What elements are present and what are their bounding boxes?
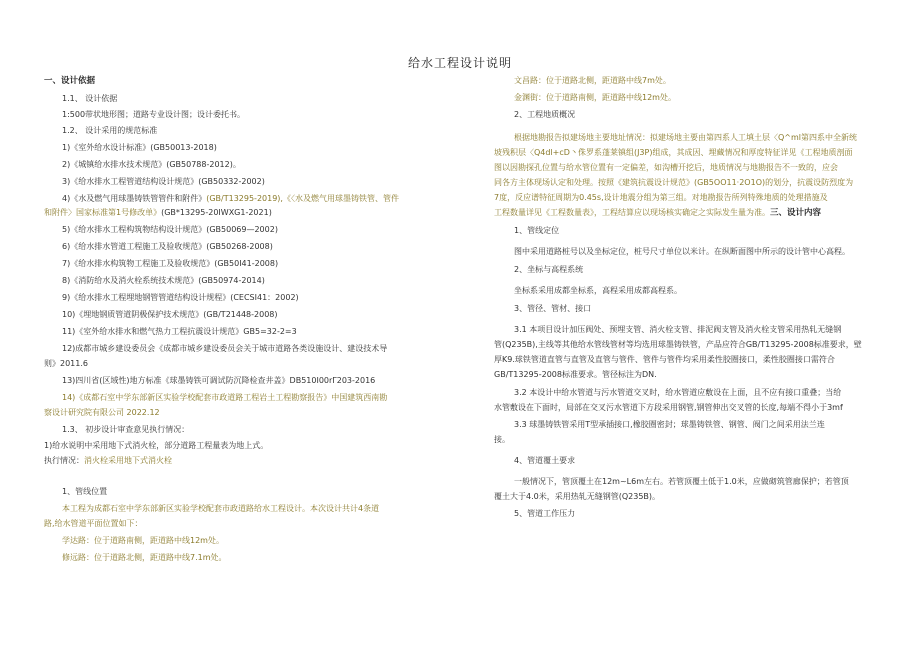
pipeline-position-heading: 1、管线位置 [62,487,108,496]
road-item: 文昌路：位于道路北侧，距道路中线7m处。 [514,76,671,85]
standard-item: 8)《消防给水及消火栓系统技术规范》(GB50974-2014) [62,276,265,285]
pipe-text: 厚K9.球铁管道直管与直管及直管与管件、管件与管件均采用柔性胶圈接口，柔性胶圈接口需符合 [494,355,835,364]
geology-text: 7度，反应谱特征周期为0.45s,设计地震分组为第三组。对地勘报告所列特殊地质的处理措施及 [494,193,828,202]
standard-item: 1)《室外给水设计标准》(GB50013-2018) [62,143,217,152]
road-item: 修远路：位于道路北侧，距道路中线7.1m处。 [62,553,227,562]
geology-text-part: 工程数量详见《工程数量表》，工程结算应以现场核实确定之实际发生量为准。 [494,208,770,217]
cover-text: 覆土大于4.0米，采用热轧无缝钢管(Q235B)。 [494,492,661,501]
geology-text: 坡残积层〈Q4dl+cD丶侏罗系蓬莱镇组(J3P)组成，其成因、埋藏情况和厚度特征详见《工程地质剖面 [494,148,853,157]
execution-status [44,455,464,466]
right-column [494,76,884,519]
geology-text: 根据地勘报告拟建场地主要地址情况：拟建场地主要由第四系人工填土层〈Q^ml第四系中全新统 [514,133,858,142]
standard-item: 12)成都市城乡建设委员会《成都市城乡建设委员会关于城市道路各类设施设计、建设技术导 [62,344,388,353]
execution-text: 消火栓采用地下式消火栓 [84,456,172,465]
positioning-text: 图中采用道路桩号以及坐标定位，桩号尺寸单位以米计。在纵断面图中所示的设计管中心高程。 [514,247,850,256]
road-item: 金渊街：位于道路南侧，距道路中线12m处。 [514,93,676,102]
road-item: 学达路：位于道路南侧，距道路中线12m处。 [62,536,224,545]
standard-item: 6)《给水排水管道工程施工及验收规范》(GB50268-2008) [62,242,273,251]
pipe-text: 管(Q235B),主线等其他给水管线管材等均选用球墨铸铁管，产品应符合GB/T13295-2008标准要求，壁 [494,340,862,349]
geology-text: 图以因勘探孔位置与给水管位置有一定偏差，如沟槽开挖后，地质情况与地勘报告不一致的，应会 [494,163,838,172]
standard-item-continuation: 察设计研究院有限公司 2022.12 [44,408,160,417]
positioning-heading: 1、管线定位 [514,226,560,235]
standard-item-continuation: 则》2011.6 [44,359,88,368]
section-heading-design-basis: 一、设计依据 [44,76,96,86]
document-title: 给水工程设计说明 [407,56,512,70]
pipe-text: 3.2 本设计中给水管道与污水管道交叉时，给水管道应敷设在上面，且不应有接口重叠；当给 [514,388,842,397]
standard-item: 10)《埋地钢质管道阴极保护技术规范》(GB/T21448-2008) [62,310,278,319]
standard-item: 5)《给水排水工程构筑物结构设计规范》(GB50069—2002) [62,225,278,234]
pipe-text: 3.3 球墨铸铁管采用T型承插接口,橡胶圈密封；球墨铸铁管、钢管、阀门之间采用法兰连 [514,420,825,429]
standard-item: 14)《成都石室中学东部新区实验学校配套市政道路工程岩土工程勘察报告》中国建筑西南勘 [62,393,388,402]
subsection-1-3: 1.3、 初步设计审查意见执行情况： [62,425,190,434]
pipe-text: GB/T13295-2008标准要求。管径标注为DN. [494,370,657,379]
pipe-text: 3.1 本项目设计加压阀处、预埋支管、消火栓支管、排泥阀支管及消火栓支管采用热轧无缝钢 [514,325,842,334]
subsection-1-2: 1.2、 设计采用的规范标准 [62,126,158,135]
pipe-text: 水管敷设在下面时，局部在交叉污水管道下方段采用钢管,钢管伸出交叉管的长度,每端不得小于3mf [494,403,843,412]
standard-item-continuation [44,207,464,218]
pipeline-position-text: 本工程为成都石室中学东部新区实验学校配套市政道路给水工程设计。本次设计共计4条道 [62,504,380,513]
coordinate-text: 坐标系采用成都坐标系，高程采用成都高程系。 [514,286,682,295]
standard-item: 3)《给水排水工程管道结构设计规范》(GB50332-2002) [62,177,265,186]
section-heading-design-content: 三、设计内容 [770,208,822,218]
standard-item [44,193,464,204]
subsection-1-1: 1.1、 设计依据 [62,94,118,103]
execution-label: 执行情况： [44,456,84,465]
geology-text: 同各方主体现场认定和处理。按照《建筑抗震设计规范》(GB5OO11·2O1O)的划分，抗震设防烈度为 [494,178,854,187]
standard-item: 2)《城镇给水排水技术规范》(GB50788-2012)。 [62,160,241,169]
standard-item: 11)《室外给水排水和燃气热力工程抗震设计规范》GB5=32-2=3 [62,327,297,336]
standard-item-part: 和附件〉国家标准第1号修改单》 [44,208,162,217]
standard-item-part: 4)《水及燃气用球墨铸铁管管件和附件》 [62,194,207,203]
pipe-text: 接。 [494,435,510,444]
pipe-heading: 3、管径、管材、接口 [514,304,592,313]
geology-heading: 2、工程地质概况 [514,110,576,119]
standard-item-part: (GB/T13295-2019),《〈水及燃气用球墨铸铁管、管件 [206,194,399,203]
cover-heading: 4、管道覆土要求 [514,456,576,465]
pressure-heading: 5、管道工作压力 [514,509,576,518]
standard-item: 9)《给水排水工程埋地钢管管道结构设计规程》(CECSI41：2002) [62,293,299,302]
left-column [44,76,464,563]
geology-text [494,207,884,219]
cover-text: 一般情况下，管顶覆土在12m~L6m左右。若管顶覆土低于1.0米，应做砌筑管廊保护；若管顶 [514,477,849,486]
standard-item: 13)四川省(区域性)地方标准《球墨铸铁可调试防沉降检查井盖》DB510I00rΓ203-2016 [62,376,376,385]
coordinate-heading: 2、坐标与高程系统 [514,265,584,274]
standard-item-part: (GB*13295-20IWXG1-2021) [161,208,272,217]
standard-item: 7)《给水排水构筑物工程施工及验收规范》(GB50I41-2008) [62,259,279,268]
review-opinion: 1)给水说明中采用地下式消火栓，部分道路工程量表为地上式。 [44,441,269,450]
design-basis-text: 1:500带状地形图；道路专业设计图；设计委托书。 [62,110,246,119]
pipeline-position-text: 路,给水管道平面位置如下： [44,519,143,528]
